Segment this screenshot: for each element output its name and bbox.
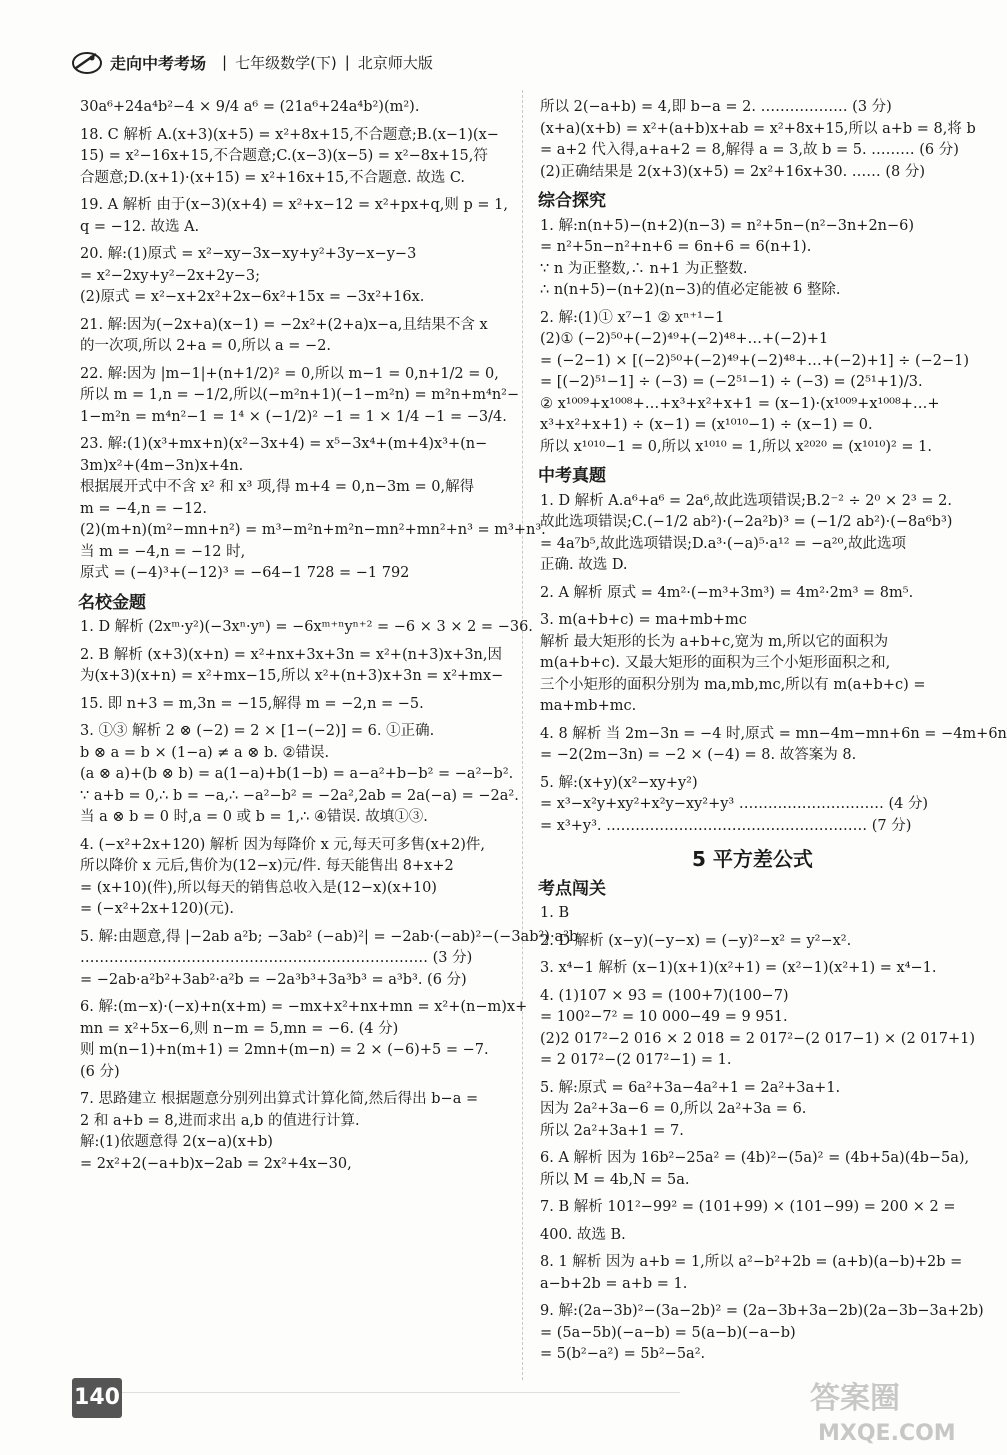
answer-line: 所以 m = 1,n = −1/2,所以(−m²n+1)(−1−m²n) = m²n+m⁴n²−: [80, 387, 520, 403]
answers-explore: [540, 216, 970, 459]
answer-line: = (x+10)(件),所以每天的销售总收入是(12−x)(x+10): [80, 879, 437, 896]
answer-line: 7. B 解析 101²−99² = (101+99) × (101−99) = 200 × 2 =: [540, 1199, 956, 1215]
answer-line: 所以 x¹⁰¹⁰−1 = 0,所以 x¹⁰¹⁰ = 1,所以 x²⁰²⁰ = (x¹⁰¹⁰)² = 1.: [540, 438, 933, 455]
answer-line: 因为 2a²+3a−6 = 0,所以 2a²+3a = 6.: [540, 1101, 807, 1117]
answer-line: 3m)x²+(4m−3n)x+4n.: [80, 457, 244, 474]
answer-line: (2)2 017²−2 016 × 2 018 = 2 017²−(2 017−1) × (2 017+1): [540, 1030, 976, 1047]
answer-line: 21. 解:因为(−2x+a)(x−1) = −2x²+(2+a)x−a,且结果不含 x: [80, 316, 488, 333]
answer-line: 1. B: [540, 905, 570, 921]
divider-bar: |: [222, 53, 228, 71]
answer-line: m(a+b+c). 又最大矩形的面积为三个小矩形面积之和,: [540, 655, 891, 671]
answer-line: = n²+5n−n²+n+6 = 6n+6 = 6(n+1).: [540, 239, 812, 255]
answer-line: 22. 解:因为 |m−1|+(n+1/2)² = 0,所以 m−1 = 0,n+1/2 = 0,: [80, 365, 499, 382]
answer-line: 三个小矩形的面积分别为 ma,mb,mc,所以有 m(a+b+c) =: [540, 676, 926, 693]
answer-line: = 2 017²−(2 017²−1) = 1.: [540, 1052, 732, 1068]
answer-line: 30a⁶+24a⁴b²−4 × 9/4 a⁶ = (21a⁶+24a⁴b²)(m²).: [80, 99, 420, 115]
answers-part-1: [80, 97, 546, 585]
answer-line: (x+a)(x+b) = x²+(a+b)x+ab = x²+8x+15,所以 a+b = 8,将 b: [540, 120, 976, 137]
answer-line: = x³+y³. ……………………………………………… (7 分): [540, 817, 912, 834]
answer-line: ∵ n 为正整数,∴ n+1 为正整数.: [540, 260, 748, 277]
page-number: 140: [72, 1378, 122, 1418]
answer-line: 6. A 解析 因为 16b²−25a² = (4b)²−(5a)² = (4b+5a)(4b−5a),: [540, 1150, 970, 1166]
answer-line: (2)正确结果是 2(x+3)(x+5) = 2x²+16x+30. …… (8 分): [540, 163, 926, 180]
answer-line: m = −4,n = −12.: [80, 500, 208, 517]
answer-line: 7. 思路建立 根据题意分别列出算式计算化简,然后得出 b−a =: [80, 1091, 479, 1107]
answer-line: ② x¹⁰⁰⁹+x¹⁰⁰⁸+…+x³+x²+x+1 = (x−1)·(x¹⁰⁰⁹+x¹⁰⁰⁸+…+: [540, 395, 940, 412]
answers-continued: [540, 97, 976, 183]
answer-line: 则 m(n−1)+n(m+1) = 2mn+(m−n) = 2 × (−6)+5 = −7.: [80, 1042, 489, 1058]
answer-line: 1. 解:n(n+5)−(n+2)(n−3) = n²+5n−(n²−3n+2n−6): [540, 217, 915, 234]
watermark-logo: [800, 1370, 990, 1450]
answer-line: 3. m(a+b+c) = ma+mb+mc: [540, 612, 747, 628]
answer-line: = −2(2m−3n) = −2 × (−4) = 8. 故答案为 8.: [540, 747, 857, 763]
answer-line: (6 分): [80, 1063, 120, 1080]
answer-line: 3. ①③ 解析 2 ⊗ (−2) = 2 × [1−(−2)] = 6. ①正确.: [80, 723, 435, 739]
answer-line: 15) = x²−16x+15,不合题意;C.(x−3)(x−5) = x²−8x+15,符: [80, 148, 488, 164]
answer-line: 根据展开式中不含 x² 和 x³ 项,得 m+4 = 0,n−3m = 0,解得: [80, 479, 475, 495]
section-heading-exam: 中考真题: [538, 466, 606, 486]
answer-line: 故此选项错误;C.(−1/2 ab²)·(−2a²b)³ = (−1/2 ab²)·(−8a⁶b³): [540, 514, 953, 530]
column-divider: [522, 90, 523, 1380]
svg-text:答案圈: 答案圈: [810, 1381, 900, 1416]
section-heading-explore: 综合探究: [538, 191, 606, 211]
answer-line: = 4a⁷b⁵,故此选项错误;D.a³·(−a)⁵·a¹² = −a²⁰,故此选项: [540, 535, 907, 552]
answer-line: 1. D 解析 (2xᵐ·y²)(−3xⁿ·yⁿ) = −6xᵐ⁺ⁿyⁿ⁺² = −6 × 3 × 2 = −36.: [80, 619, 533, 635]
divider-bar: |: [344, 53, 350, 71]
answer-line: 1. D 解析 A.a⁶+a⁶ = 2a⁶,故此选项错误;B.2⁻² ÷ 2⁰ × 2³ = 2.: [540, 492, 952, 509]
right-column: [538, 97, 1007, 1366]
answer-line: = (−x²+2x+120)(元).: [80, 901, 235, 917]
answer-line: 解:(1)依题意得 2(x−a)(x+b): [80, 1134, 273, 1150]
answer-line: 9. 解:(2a−3b)²−(3a−2b)² = (2a−3b+3a−2b)(2a−3b−3a+2b): [540, 1303, 984, 1319]
answer-line: 所以 2(−a+b) = 4,即 b−a = 2. ……………… (3 分): [540, 99, 892, 115]
series-title: 走向中考考场: [110, 53, 207, 73]
answer-line: 当 a ⊗ b = 0 时,a = 0 或 b = 1,∴ ④错误. 故填①③.: [80, 809, 428, 825]
answer-line: = (5a−5b)(−a−b) = 5(a−b)(−a−b): [540, 1324, 796, 1341]
book-title: 七年级数学(下): [235, 53, 337, 72]
answer-line: 23. 解:(1)(x³+mx+n)(x²−3x+4) = x⁵−3x⁴+(m+4)x³+(n−: [80, 436, 488, 452]
answer-line: 所以 M = 4b,N = 5a.: [540, 1171, 690, 1188]
answer-line: b ⊗ a = b × (1−a) ≠ a ⊗ b. ②错误.: [80, 744, 330, 761]
answer-line: 4. 8 解析 当 2m−3n = −4 时,原式 = mn−4m−mn+6n = −4m+6n: [540, 725, 1007, 742]
answer-line: 2. B 解析 (x+3)(x+n) = x²+nx+3x+3n = x²+(n+3)x+3n,因: [80, 646, 502, 663]
answer-line: = x²−2xy+y²−2x+2y−3;: [80, 267, 261, 284]
answer-line: ……………………………………………………………… (3 分): [80, 950, 473, 966]
answer-line: q = −12. 故选 A.: [80, 218, 200, 235]
answer-line: ∴ n(n+5)−(n+2)(n−3)的值必定能被 6 整除.: [540, 282, 841, 298]
answer-line: = [(−2)⁵¹−1] ÷ (−3) = (−2⁵¹−1) ÷ (−3) = (2⁵¹+1)/3.: [540, 374, 923, 390]
answer-line: 正确. 故选 D.: [540, 557, 628, 573]
answer-line: 所以降价 x 元后,售价为(12−x)元/件. 每天能售出 8+x+2: [80, 858, 454, 874]
answer-line: (2)① (−2)⁵⁰+(−2)⁴⁹+(−2)⁴⁸+…+(−2)+1: [540, 331, 829, 347]
page-header: [70, 45, 433, 79]
section-heading-school: 名校金题: [78, 592, 146, 613]
answer-line: 18. C 解析 A.(x+3)(x+5) = x²+8x+15,不合题意;B.(x−1)(x−: [80, 126, 499, 143]
answer-line: (2)(m+n)(m²−mn+n²) = m³−m²n+m²n−mn²+mn²+n³ = m³+n³.: [80, 522, 546, 538]
answer-line: 5. 解:由题意,得 |−2ab a²b; −3ab² (−ab)²| = −2ab·(−ab)²−(−3ab²)·a²b: [80, 928, 579, 945]
answer-line: (a ⊗ a)+(b ⊗ b) = a(1−a)+b(1−b) = a−a²+b−b² = −a²−b².: [80, 766, 514, 782]
answer-line: 解析 最大矩形的长为 a+b+c,宽为 m,所以它的面积为: [540, 633, 889, 650]
answer-line: ma+mb+mc.: [540, 698, 637, 714]
answer-line: 4. (−x²+2x+120) 解析 因为每降价 x 元,每天可多售(x+2)件,: [80, 836, 485, 853]
edition-label: 北京师大版: [357, 53, 433, 72]
answer-line: = a+2 代入得,a+a+2 = 8,解得 a = 3,故 b = 5. ……… (6 分): [540, 142, 959, 158]
answer-line: (2)原式 = x²−x+2x²+2x−6x²+15x = −3x²+16x.: [80, 289, 425, 305]
answer-line: 6. 解:(m−x)·(−x)+n(x+m) = −mx+x²+nx+mn = x²+(n−m)x+: [80, 999, 528, 1015]
footer-rule: [120, 1392, 680, 1393]
answer-line: = (−2−1) × [(−2)⁵⁰+(−2)⁴⁹+(−2)⁴⁸+…+(−2)+1] ÷ (−2−1): [540, 352, 970, 369]
answers-exam: [540, 491, 1007, 838]
answer-line: ∵ a+b = 0,∴ b = −a,∴ −a²−b² = −2a²,2ab = 2a(−a) = −2a².: [80, 787, 519, 804]
answer-line: = x³−x²y+xy²+x²y−xy²+y³ ………………………… (4 分): [540, 796, 929, 812]
book-logo-icon: [70, 48, 104, 76]
answer-line: 1−m²n = m⁴n²−1 = 1⁴ × (−1/2)² −1 = 1 × 1/4 −1 = −3/4.: [80, 408, 507, 425]
answer-line: 当 m = −4,n = −12 时,: [80, 543, 246, 560]
chapter-title: 5 平方差公式: [692, 847, 813, 871]
answer-line: 5. 解:(x+y)(x²−xy+y²): [540, 774, 698, 791]
answers-check: [540, 903, 984, 1366]
answer-line: = 5(b²−a²) = 5b²−5a².: [540, 1346, 706, 1362]
answer-line: 2. D 解析 (x−y)(−y−x) = (−y)²−x² = y²−x².: [540, 932, 852, 949]
answer-line: 的一次项,所以 2+a = 0,所以 a = −2.: [80, 338, 332, 354]
answer-line: 原式 = (−4)³+(−12)³ = −64−1 728 = −1 792: [80, 565, 410, 581]
answer-line: 所以 2a²+3a+1 = 7.: [540, 1122, 684, 1139]
answer-line: = 100²−7² = 10 000−49 = 9 951.: [540, 1009, 788, 1025]
answer-line: mn = x²+5x−6,则 n−m = 5,mn = −6. (4 分): [80, 1020, 399, 1037]
answer-line: = 2x²+2(−a+b)x−2ab = 2x²+4x−30,: [80, 1155, 352, 1172]
answer-line: 19. A 解析 由于(x−3)(x+4) = x²+x−12 = x²+px+q,则 p = 1,: [80, 197, 508, 213]
section-heading-check: 考点闯关: [538, 878, 606, 899]
answer-line: 400. 故选 B.: [540, 1226, 626, 1243]
answer-line: 2. A 解析 原式 = 4m²·(−m³+3m³) = 4m²·2m³ = 8m⁵.: [540, 584, 914, 601]
answer-line: 5. 解:原式 = 6a²+3a−4a²+1 = 2a²+3a+1.: [540, 1079, 841, 1096]
answer-line: = −2ab·a²b²+3ab²·a²b = −2a³b³+3a³b³ = a³b³. (6 分): [80, 971, 467, 988]
answer-line: 8. 1 解析 因为 a+b = 1,所以 a²−b²+2b = (a+b)(a−b)+2b =: [540, 1254, 963, 1270]
answer-line: 20. 解:(1)原式 = x²−xy−3x−xy+y²+3y−x−y−3: [80, 246, 417, 262]
answer-line: 2 和 a+b = 8,进而求出 a,b 的值进行计算.: [80, 1112, 360, 1129]
answer-line: 3. x⁴−1 解析 (x−1)(x+1)(x²+1) = (x²−1)(x²+1) = x⁴−1.: [540, 960, 937, 976]
svg-text:MXQE.COM: MXQE.COM: [818, 1421, 956, 1446]
answer-line: 合题意;D.(x+1)·(x+15) = x²+16x+15,不合题意. 故选 C.: [80, 169, 466, 186]
answer-line: a−b+2b = a+b = 1.: [540, 1275, 688, 1292]
answer-line: 4. (1)107 × 93 = (100+7)(100−7): [540, 987, 789, 1004]
answer-line: 15. 即 n+3 = m,3n = −15,解得 m = −2,n = −5.: [80, 695, 424, 712]
answer-line: x³+x²+x+1) ÷ (x−1) = (x¹⁰¹⁰−1) ÷ (x−1) = 0.: [540, 417, 873, 433]
answer-line: 为(x+3)(x+n) = x²+mx−15,所以 x²+(n+3)x+3n = x²+mx−: [80, 668, 504, 684]
answer-line: 2. 解:(1)① x⁷−1 ② xⁿ⁺¹−1: [540, 309, 725, 326]
